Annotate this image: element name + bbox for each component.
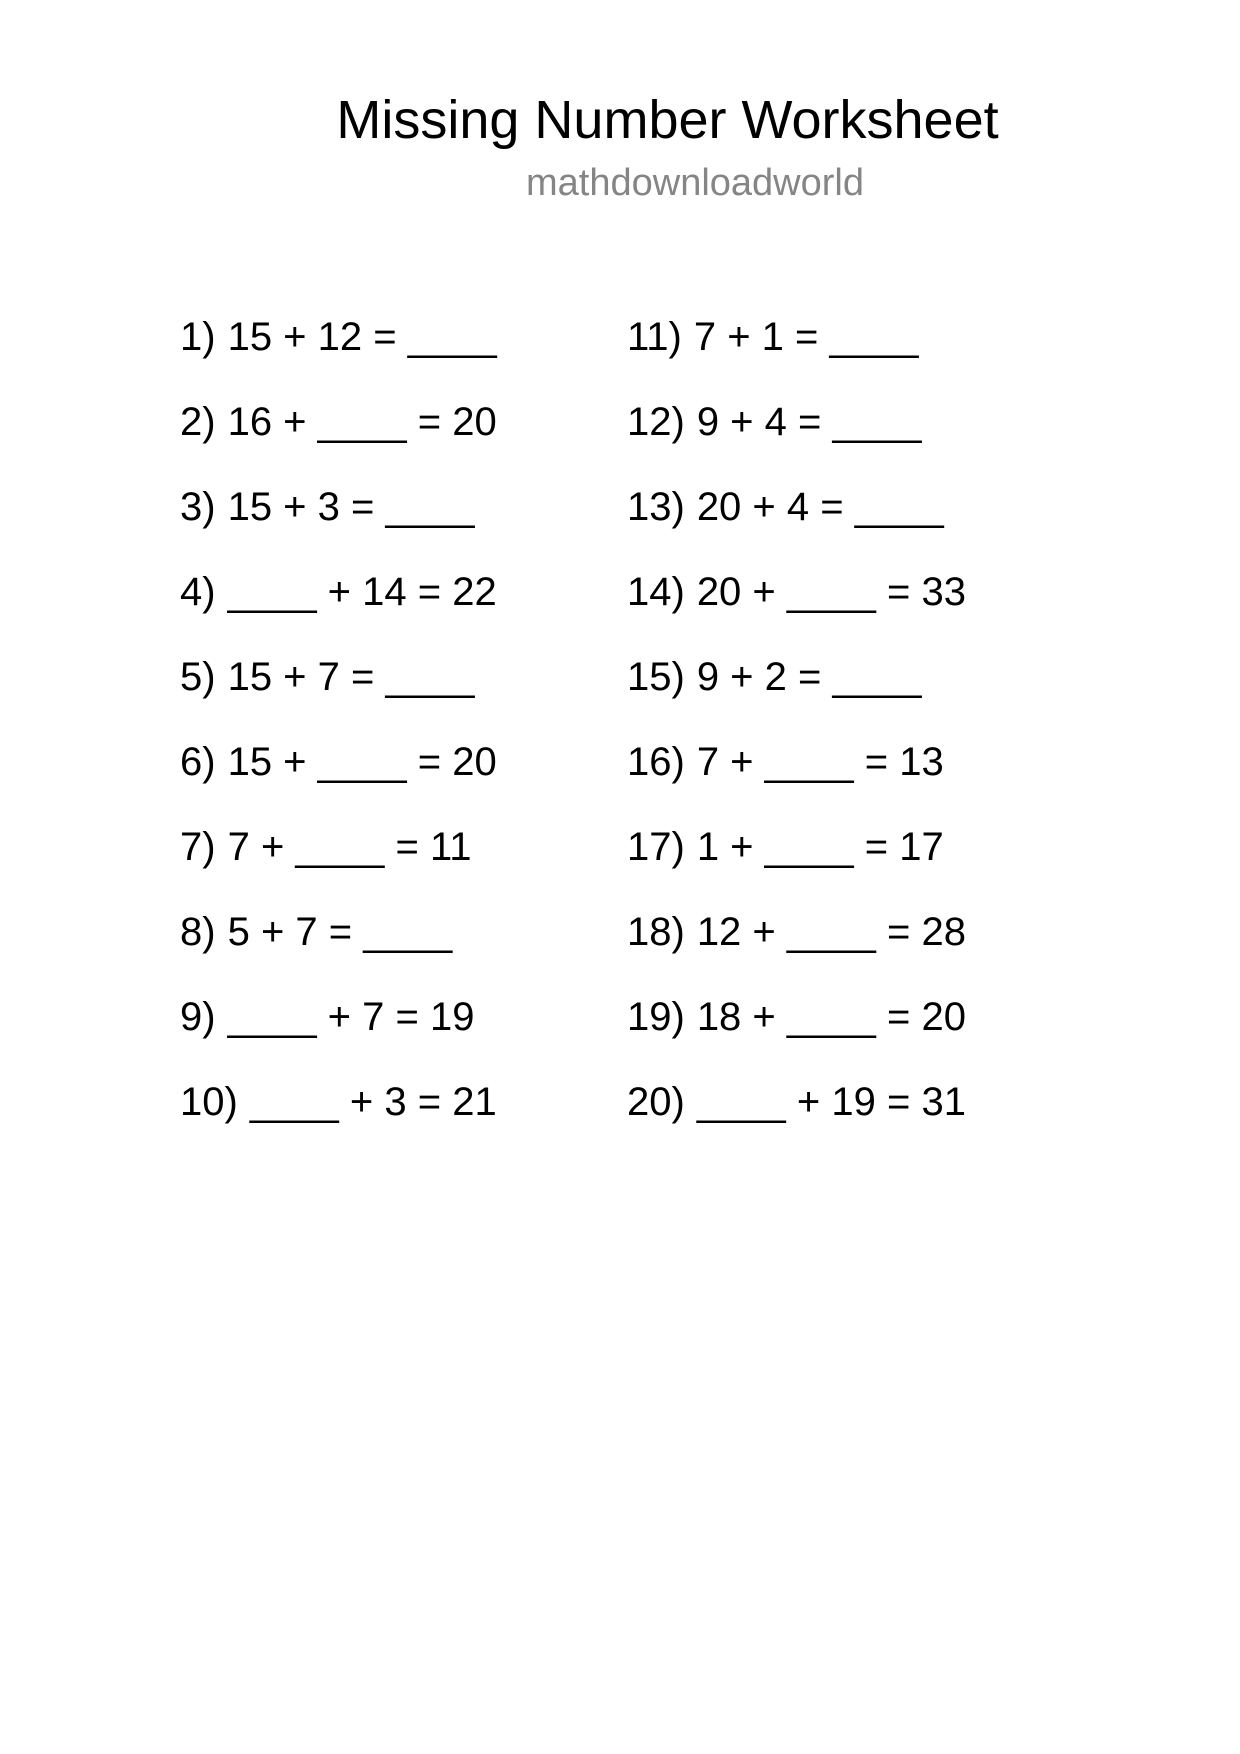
- problem-item: [627, 397, 966, 482]
- problem-item: [627, 312, 966, 397]
- problem-item: [627, 482, 966, 567]
- problem-expression: 9 + 2 = ____: [696, 655, 922, 699]
- problem-number: 20): [627, 1080, 685, 1124]
- problem-expression: ____ + 14 = 22: [227, 570, 497, 614]
- problem-column-right: [627, 312, 966, 1162]
- problem-expression: ____ + 3 = 21: [249, 1080, 497, 1124]
- problem-expression: 16 + ____ = 20: [227, 400, 497, 444]
- problem-expression: 20 + 4 = ____: [696, 485, 944, 529]
- problem-expression: ____ + 19 = 31: [696, 1080, 966, 1124]
- problem-number: 9): [180, 995, 216, 1039]
- problem-number: 15): [627, 655, 685, 699]
- problem-number: 18): [627, 910, 685, 954]
- problem-number: 4): [180, 570, 216, 614]
- page-subtitle: mathdownloadworld: [526, 162, 864, 204]
- problem-item: [180, 652, 497, 737]
- problem-number: 13): [627, 485, 685, 529]
- problem-number: 3): [180, 485, 216, 529]
- problem-number: 10): [180, 1080, 238, 1124]
- problem-expression: 18 + ____ = 20: [696, 995, 966, 1039]
- problem-number: 17): [627, 825, 685, 869]
- problem-expression: 15 + 12 = ____: [227, 315, 497, 359]
- problem-item: [627, 822, 966, 907]
- problem-item: [627, 652, 966, 737]
- problem-item: [627, 1077, 966, 1162]
- problem-expression: ____ + 7 = 19: [227, 995, 475, 1039]
- problem-item: [180, 822, 497, 907]
- problem-expression: 7 + ____ = 13: [696, 740, 944, 784]
- problem-number: 12): [627, 400, 685, 444]
- problem-number: 16): [627, 740, 685, 784]
- problem-item: [627, 567, 966, 652]
- problem-number: 11): [627, 315, 682, 359]
- problem-expression: 20 + ____ = 33: [696, 570, 966, 614]
- problem-number: 1): [180, 315, 216, 359]
- problem-item: [180, 1077, 497, 1162]
- problem-number: 5): [180, 655, 216, 699]
- problem-expression: 15 + 3 = ____: [227, 485, 475, 529]
- page-title: Missing Number Worksheet: [336, 90, 999, 150]
- problem-item: [180, 992, 497, 1077]
- problem-item: [180, 737, 497, 822]
- problem-number: 19): [627, 995, 685, 1039]
- problem-expression: 7 + ____ = 11: [227, 825, 472, 869]
- problem-number: 8): [180, 910, 216, 954]
- problem-expression: 7 + 1 = ____: [693, 315, 919, 359]
- problem-item: [627, 992, 966, 1077]
- problem-expression: 1 + ____ = 17: [696, 825, 944, 869]
- problem-item: [180, 482, 497, 567]
- problem-expression: 5 + 7 = ____: [227, 910, 453, 954]
- problem-item: [180, 397, 497, 482]
- problem-number: 2): [180, 400, 216, 444]
- problem-number: 14): [627, 570, 685, 614]
- problem-number: 7): [180, 825, 216, 869]
- problem-item: [180, 567, 497, 652]
- problem-number: 6): [180, 740, 216, 784]
- problem-expression: 15 + ____ = 20: [227, 740, 497, 784]
- problem-expression: 15 + 7 = ____: [227, 655, 475, 699]
- problem-column-left: [180, 312, 497, 1162]
- problem-item: [627, 907, 966, 992]
- problem-item: [180, 312, 497, 397]
- problem-expression: 12 + ____ = 28: [696, 910, 966, 954]
- problem-item: [627, 737, 966, 822]
- problem-expression: 9 + 4 = ____: [696, 400, 922, 444]
- problem-item: [180, 907, 497, 992]
